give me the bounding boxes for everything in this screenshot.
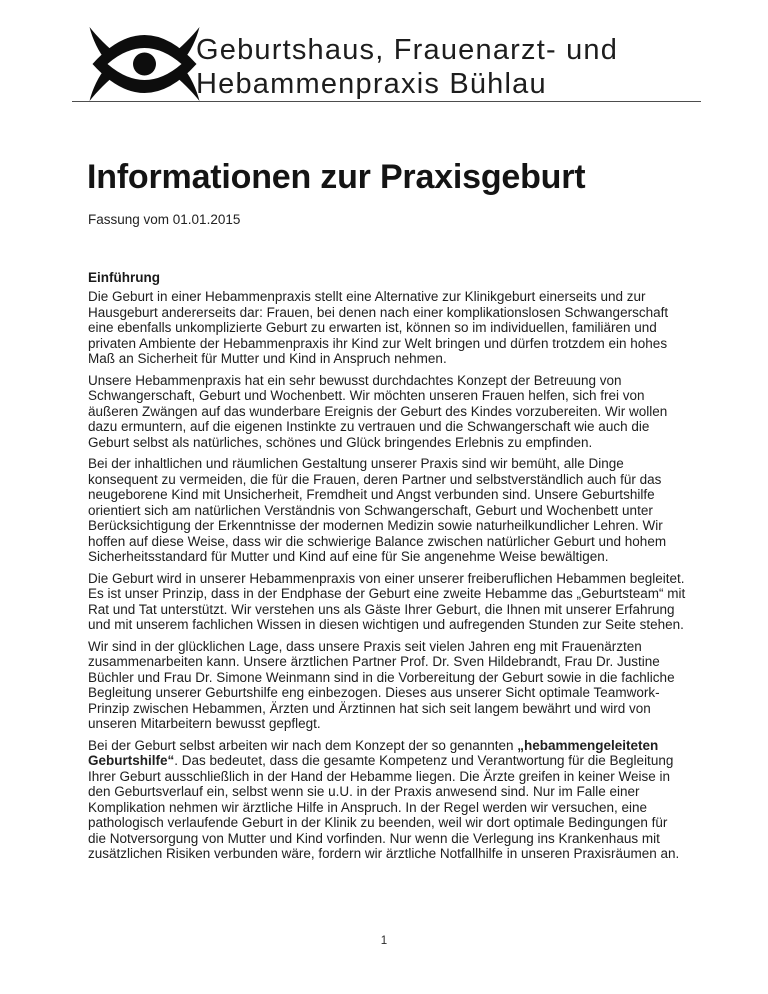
page-footer xyxy=(0,935,768,947)
paragraph xyxy=(88,289,687,367)
paragraph xyxy=(88,456,687,565)
text-run: Bei der inhaltlichen und räumlichen Gestaltung unserer Praxis sind wir bemüht, alle Dinge konsequent zu vermeiden, die für die Frauen, deren Partner und selbstverständlich auch für das neugeborene Kind mit Unsicherheit, Fremdheit und Angst verbunden sind. Unsere Geburtshilfe orientiert sich am natürlichen Verständnis von Schwangerschaft, Geburt und Wochenbett unter Berücksichtigung der Erkenntnisse der modernen Medizin sowie naturheilkundlicher Lehren. Wir hoffen auf diese Weise, dass wir die schwierige Balance zwischen natürlicher Geburt und hohem Sicherheitsstandard für Mutter und Kind auf eine für Sie angenehme Weise bewältigen. xyxy=(88,456,667,564)
bold-text-run: „hebammengeleiteten Geburtshilfe“ xyxy=(88,737,659,768)
document-body xyxy=(88,270,687,868)
page-number: 1 xyxy=(380,935,388,947)
document-version: Fassung vom 01.01.2015 xyxy=(88,212,241,227)
org-name-line2: Hebammenpraxis Bühlau xyxy=(196,68,547,100)
text-run: Bei der Geburt selbst arbeiten wir nach dem Konzept der so genannten xyxy=(88,737,518,753)
document-title: Informationen zur Praxisgeburt xyxy=(87,158,586,196)
praxis-eye-fish-logo-icon xyxy=(84,26,205,102)
text-run: Unsere Hebammenpraxis hat ein sehr bewusst durchdachtes Konzept der Betreuung von Schwangerschaft, Geburt und Wochenbett. Wir möchten unseren Frauen helfen, sich frei von äußeren Zwängen auf das wunderbare Ereignis der Geburt des Kindes vorzubereiten. Wir wollen dazu ermuntern, auf die eigenen Instinkte zu vertrauen und die Schwangerschaft wie auch die Geburt selbst als natürliches, schönes und Glück bringendes Erlebnis zu empfinden. xyxy=(88,372,668,450)
paragraph xyxy=(88,639,687,732)
text-run: . Das bedeutet, dass die gesamte Kompetenz und Verantwortung für die Begleitung Ihrer Geburt ausschließlich in der Hand der Hebamme liegen. Die Ärzte greifen in keiner Weise in den Geburtsverlauf ein, selbst wenn sie u.U. in der Praxis anwesend sind. Nur im Falle einer Komplikation nehmen wir ärztliche Hilfe in Anspruch. In der Regel werden wir versuchen, eine pathologisch verlaufende Geburt in der Klinik zu beenden, weil wir dort optimale Bedingungen für die Notversorgung von Mutter und Kind vorfinden. Nur wenn die Verlegung ins Krankenhaus mit zusätzlichen Risiken verbunden wäre, fordern wir ärztliche Notfallhilfe in unseren Praxisräumen an. xyxy=(88,753,680,861)
section-heading: Einführung xyxy=(88,270,160,285)
header-divider xyxy=(72,101,701,102)
letterhead-org-name xyxy=(196,33,618,101)
text-run: Die Geburt in einer Hebammenpraxis stellt eine Alternative zur Klinikgeburt einerseits und zur Hausgeburt andererseits dar: Frauen, bei denen nach einer komplikationslosen Schwangerschaft eine ebenfalls unkomplizierte Geburt zu erwarten ist, können so im individuellen, familiären und privaten Ambiente der Hebammenpraxis ihr Kind zur Welt bringen und dürfen trotzdem ein hohes Maß an Sicherheit für Mutter und Kind in Anspruch nehmen. xyxy=(88,289,669,366)
paragraph xyxy=(88,738,687,862)
org-name-line1: Geburtshaus, Frauenarzt- und xyxy=(196,34,619,66)
text-run: Wir sind in der glücklichen Lage, dass unsere Praxis seit vielen Jahren eng mit Frauenärzten zusammenarbeiten kann. Unsere ärztlichen Partner Prof. Dr. Sven Hildebrandt, Frau Dr. Justine Büchler und Frau Dr. Simone Weinmann sind in die Vorbereitung der Geburt sowie in die fachliche Begleitung unserer Geburtshilfe eng einbezogen. Dieses aus unserer Sicht optimale Teamwork-Prinzip zwischen Hebammen, Ärzten und Ärztinnen hat sich seit langem bewährt und wird von unseren Mitarbeitern bewusst gepflegt. xyxy=(88,638,675,731)
paragraph xyxy=(88,571,687,633)
text-run: Die Geburt wird in unserer Hebammenpraxis von einer unserer freiberuflichen Hebammen begleitet. Es ist unser Prinzip, dass in der Endphase der Geburt eine zweite Hebamme das „Geburtsteam“ mit Rat und Tat unterstützt. Wir verstehen uns als Gäste Ihrer Geburt, die Ihnen mit unserer Erfahrung und mit unserem fachlichen Wissen in diesen wichtigen und aufregenden Stunden zur Seite stehen. xyxy=(88,570,686,632)
paragraph xyxy=(88,373,687,451)
